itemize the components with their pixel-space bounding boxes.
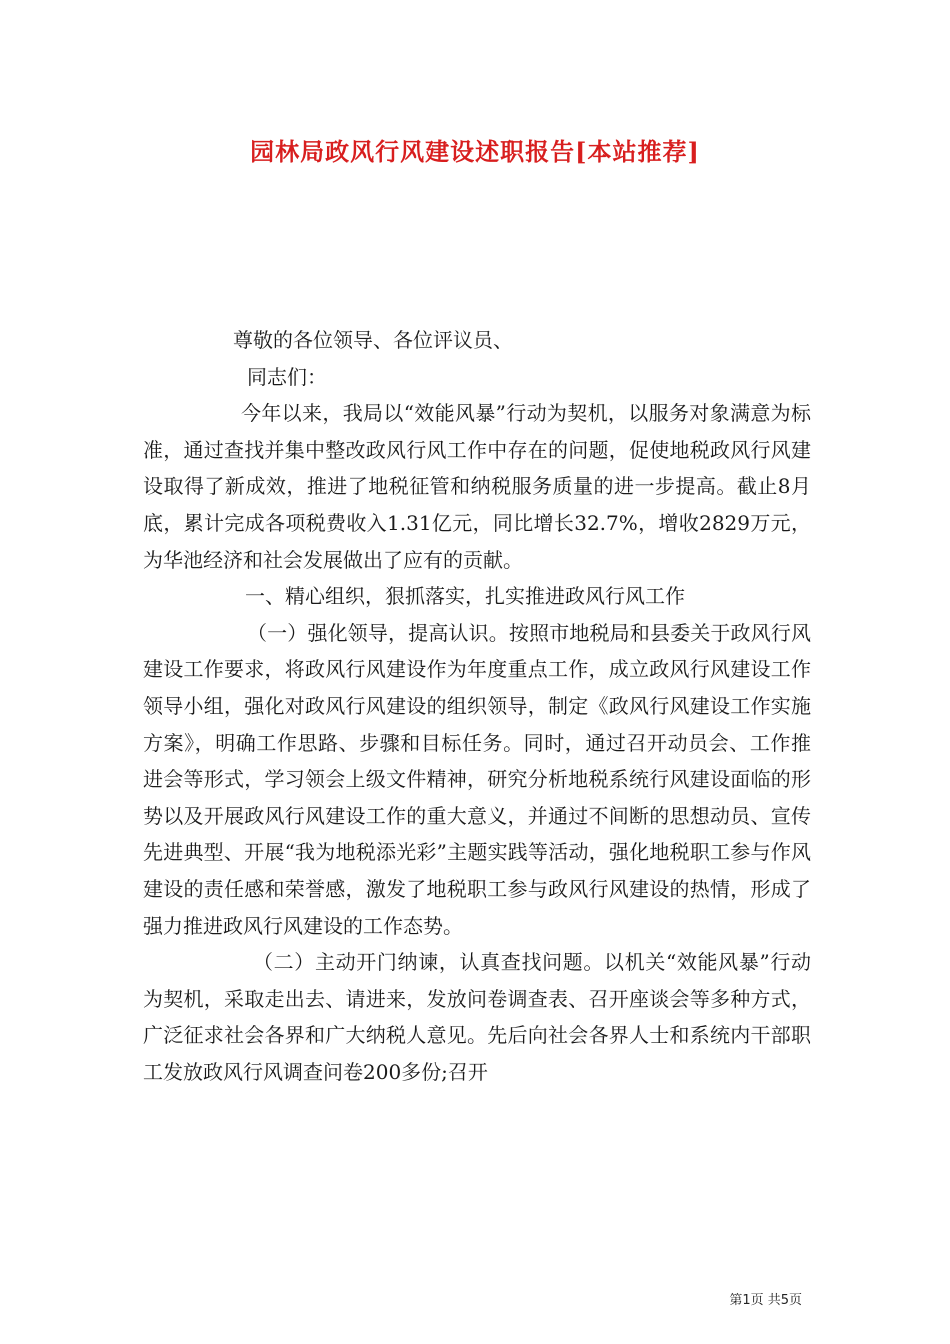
- document-title: 园林局政风行风建设述职报告[本站推荐]: [250, 137, 700, 166]
- page-indicator: 第1页 共5页: [729, 1293, 802, 1308]
- paragraph-intro: 今年以来，我局以“效能风暴”行动为契机，以服务对象满意为标准，通过查找并集中整改政风行风工作中存在的问题，促使地税政风行风建设取得了新成效，推进了地税征管和纳税服务质量的进一步提高。截止8月底，累计完成各项税费收入1.31亿元，同比增长32.7%，增收2829万元，为华池经济和社会发展做出了应有的贡献。: [143, 401, 811, 572]
- salutation-line-1: 尊敬的各位领导、各位评议员、: [233, 328, 513, 352]
- document-body: [143, 322, 811, 1090]
- salutation-line-2: 同志们：: [247, 364, 327, 389]
- section-heading-1: 一、精心组织，狠抓落实，扎实推进政风行风工作: [245, 584, 685, 609]
- paragraph-section-1: （一）强化领导，提高认识。按照市地税局和县委关于政风行风建设工作要求，将政风行风建设作为年度重点工作，成立政风行风建设工作领导小组，强化对政风行风建设的组织领导，制定《政风行风建设工作实施方案》，明确工作思路、步骤和目标任务。同时，通过召开动员会、工作推进会等形式，学习领会上级文件精神，研究分析地税系统行风建设面临的形势以及开展政风行风建设工作的重大意义，并通过不间断的思想动员、宣传先进典型、开展“我为地税添光彩”主题实践等活动，强化地税职工参与作风建设的责任感和荣誉感，激发了地税职工参与政风行风建设的热情，形成了强力推进政风行风建设的工作态势。: [143, 620, 811, 938]
- paragraph-section-2: （二）主动开门纳谏，认真查找问题。以机关“效能风暴”行动为契机，采取走出去、请进来，发放问卷调查表、召开座谈会等多种方式，广泛征求社会各界和广大纳税人意见。先后向社会各界人士和系统内干部职工发放政风行风调查问卷200多份;召开: [143, 950, 811, 1084]
